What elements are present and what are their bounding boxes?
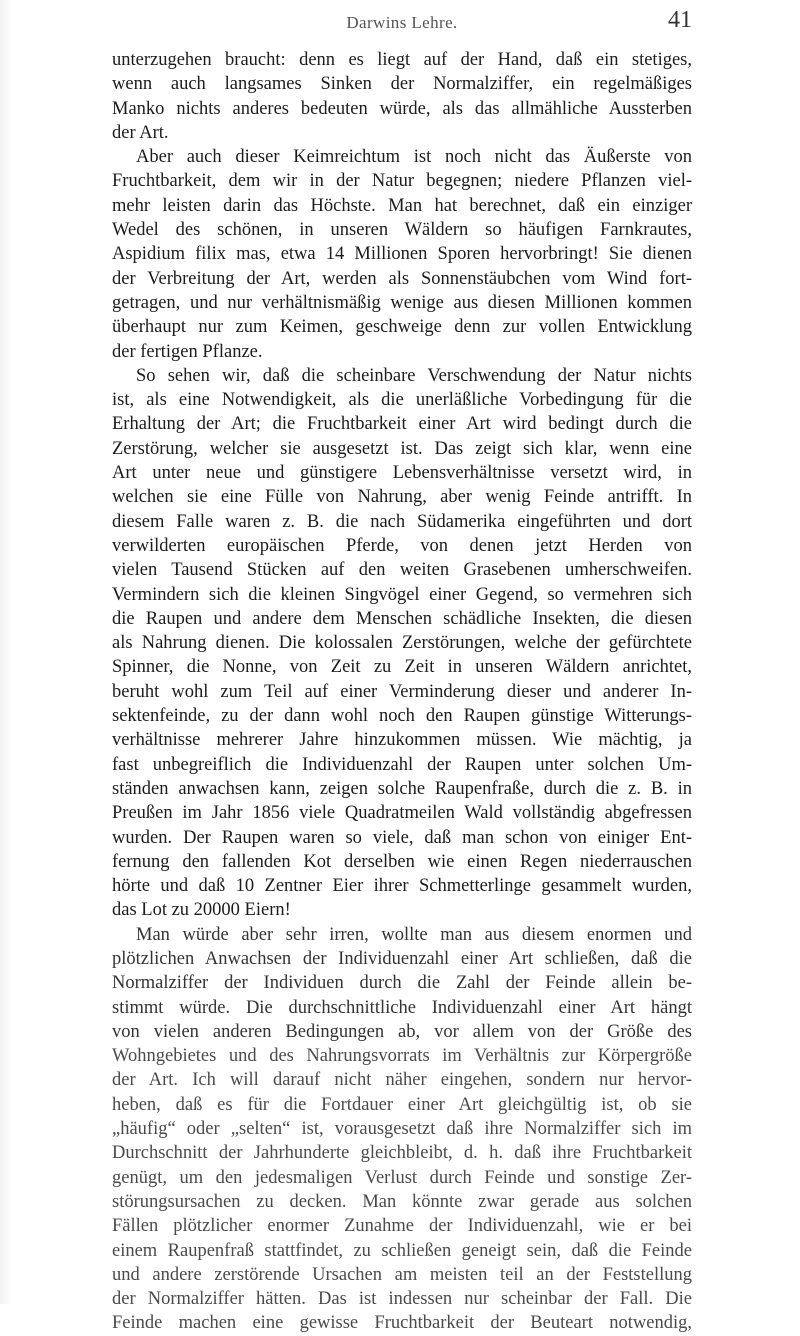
running-title: Darwins Lehre.	[346, 13, 458, 32]
text-line: der Verbreitung der Art, werden als Sonnenstäubchen vom Wind fort-	[112, 268, 692, 289]
text-line: Man würde aber sehr irren, wollte man aus diesem enormen und	[136, 924, 692, 945]
text-line: „häufig“ oder „selten“ ist, vorausgesetzt daß ihre Normalziffer sich im	[112, 1119, 692, 1140]
text-line: der fertigen Pflanze.	[112, 341, 263, 362]
text-line: Fruchtbarkeit, dem wir in der Natur begegnen; niedere Pflanzen viel-	[112, 171, 692, 192]
text-line: einem Raupenfraß stattfindet, zu schließen geneigt sein, daß die Feinde	[112, 1240, 692, 1261]
text-line: hörte und daß 10 Zentner Eier ihrer Schmetterlinge gesammelt wurden,	[112, 876, 692, 897]
text-line: ständen anwachsen kann, zeigen solche Raupenfraße, durch die z. B. in	[112, 778, 692, 799]
text-line: beruht wohl zum Teil auf einer Verminderung dieser und anderer In-	[112, 681, 692, 702]
text-line: stimmt würde. Die durchschnittliche Individuenzahl einer Art hängt	[112, 997, 692, 1018]
text-line: mehr leisten darin das Höchste. Man hat berechnet, daß ein einziger	[112, 195, 692, 216]
text-line: heben, daß es für die Fortdauer einer Art gleichgültig ist, ob sie	[112, 1094, 692, 1115]
text-line: diesem Falle waren z. B. die nach Südamerika eingeführten und dort	[112, 511, 692, 532]
text-line: verhältnisse mehrerer Jahre hinzukommen müssen. Wie mächtig, ja	[112, 730, 692, 751]
text-line: störungsursachen zu decken. Man könnte zwar gerade aus solchen	[112, 1191, 692, 1212]
text-line: plötzlichen Anwachsen der Individuenzahl einer Art schließen, daß die	[112, 948, 692, 969]
text-line: Vermindern sich die kleinen Singvögel einer Gegend, so vermehren sich	[112, 584, 692, 605]
text-line: unterzugehen braucht: denn es liegt auf der Hand, daß ein stetiges,	[112, 50, 692, 70]
text-line: Durchschnitt der Jahrhunderte gleichbleibt, d. h. daß ihre Fruchtbarkeit	[112, 1143, 692, 1164]
text-line: fast unbegreiflich die Individuenzahl der Raupen unter solchen Um-	[112, 754, 692, 775]
text-line: welchen sie eine Fülle von Nahrung, aber wenig Feinde antrifft. In	[112, 487, 692, 508]
text-line: wurden. Der Raupen waren so viele, daß man schon von einiger Ent-	[112, 827, 692, 848]
page-header	[112, 4, 692, 36]
text-line: ist, als eine Notwendigkeit, als die unerläßliche Vorbedingung für die	[112, 390, 692, 411]
text-line: von vielen anderen Bedingungen ab, vor allem von der Größe des	[112, 1021, 692, 1042]
text-line: Preußen im Jahr 1856 viele Quadratmeilen Wald vollständig abgefressen	[112, 803, 692, 824]
body-text	[112, 48, 692, 1336]
text-line: Normalziffer der Individuen durch die Zahl der Feinde allein be-	[112, 973, 692, 994]
text-line: Art unter neue und günstigere Lebensverhältnisse versetzt wird, in	[112, 463, 692, 484]
text-line: So sehen wir, daß die scheinbare Verschwendung der Natur nichts	[136, 365, 692, 386]
text-line: und andere zerstörende Ursachen am meisten teil an der Feststellung	[112, 1264, 692, 1285]
text-line: der Art. Ich will darauf nicht näher eingehen, sondern nur hervor-	[112, 1070, 692, 1091]
text-line: Wohngebietes und des Nahrungsvorrats im Verhältnis zur Körpergröße	[112, 1046, 692, 1067]
text-line: Feinde machen eine gewisse Fruchtbarkeit der Beuteart notwendig,	[112, 1313, 692, 1334]
text-line: überhaupt nur zum Keimen, geschweige denn zur vollen Entwicklung	[112, 317, 692, 338]
text-line: Erhaltung der Art; die Fruchtbarkeit einer Art wird bedingt durch die	[112, 414, 692, 435]
text-line: Spinner, die Nonne, von Zeit zu Zeit in unseren Wäldern anrichtet,	[112, 657, 692, 678]
text-line: genügt, um den jedesmaligen Verlust durch Feinde und sonstige Zer-	[112, 1167, 692, 1188]
text-line: verwilderten europäischen Pferde, von denen jetzt Herden von	[112, 535, 692, 556]
text-line: die Raupen und andere dem Menschen schädliche Insekten, die diesen	[112, 608, 692, 629]
text-line: sektenfeinde, zu der dann wohl noch den Raupen günstige Witterungs-	[112, 706, 692, 727]
text-line: vielen Tausend Stücken auf den weiten Grasebenen umherschweifen.	[112, 560, 692, 581]
binding-shadow	[0, 0, 12, 1304]
text-line: der Art.	[112, 122, 169, 143]
page-number: 41	[668, 7, 692, 33]
text-line: Zerstörung, welcher sie ausgesetzt ist. Das zeigt sich klar, wenn eine	[112, 438, 692, 459]
text-line: Manko nichts anderes bedeuten würde, als das allmähliche Aussterben	[112, 98, 692, 119]
text-line: Aber auch dieser Keimreichtum ist noch nicht das Äußerste von	[136, 147, 692, 168]
text-line: Wedel des schönen, in unseren Wäldern so häufigen Farnkrautes,	[112, 220, 692, 241]
text-line: wenn auch langsames Sinken der Normalziffer, ein regelmäßiges	[112, 74, 692, 95]
text-line: als Nahrung dienen. Die kolossalen Zerstörungen, welche der gefürchtete	[112, 633, 692, 654]
text-line: fernung den fallenden Kot derselben wie einen Regen niederrauschen	[112, 851, 692, 872]
text-line: der Normalziffer hätten. Das ist indessen nur scheinbar der Fall. Die	[112, 1289, 692, 1310]
text-line: Aspidium filix mas, etwa 14 Millionen Sporen hervorbringt! Sie dienen	[112, 244, 692, 265]
text-line: getragen, und nur verhältnismäßig wenige aus diesen Millionen kommen	[112, 292, 692, 313]
text-line: das Lot zu 20000 Eiern!	[112, 900, 291, 921]
text-line: Fällen plötzlicher enormer Zunahme der Individuenzahl, wie er bei	[112, 1216, 692, 1237]
